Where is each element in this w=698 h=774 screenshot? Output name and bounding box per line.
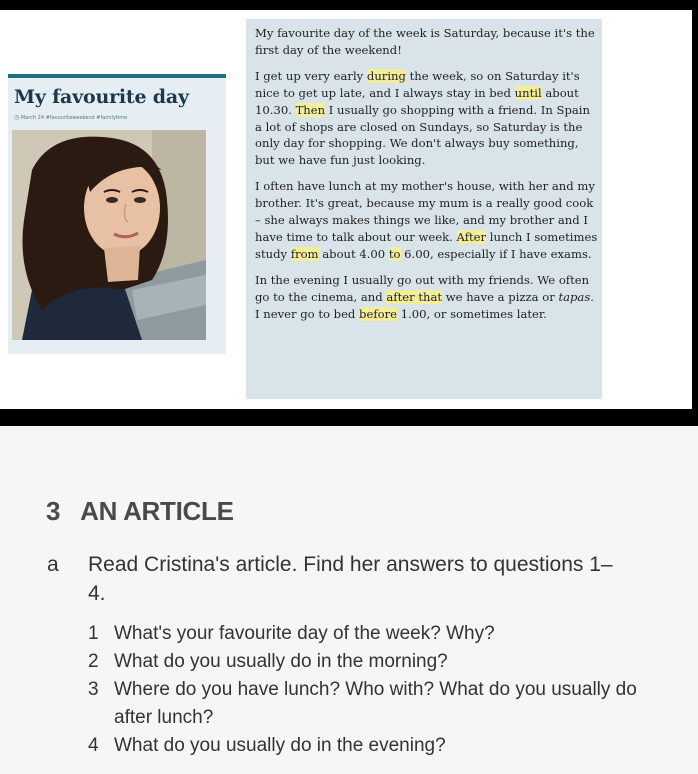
question-item <box>88 620 648 648</box>
question-text: What's your favourite day of the week? Why? <box>114 623 495 644</box>
author-photo <box>12 130 206 340</box>
blog-card <box>8 74 226 354</box>
question-text: What do you usually do in the evening? <box>114 735 446 756</box>
article-paragraph <box>255 68 599 169</box>
article-paragraph <box>255 272 599 323</box>
section-heading <box>46 496 234 527</box>
article-meta-text: March 24 #favouriteweekend #familytime <box>20 115 128 121</box>
question-number: 4 <box>88 735 99 756</box>
task-letter: a <box>47 553 59 576</box>
highlighted-word: before <box>359 306 398 321</box>
section-number: 3 <box>46 496 61 526</box>
accent-bar <box>8 74 226 78</box>
exercise-panel <box>0 426 698 774</box>
question-number: 1 <box>88 623 99 644</box>
question-item <box>88 648 648 676</box>
question-text: What do you usually do in the morning? <box>114 651 448 672</box>
question-item <box>88 732 648 760</box>
question-number: 2 <box>88 651 99 672</box>
clock-icon: ◷ <box>14 114 20 121</box>
text-run: . I never go to bed <box>255 289 594 321</box>
textbook-page <box>0 10 692 409</box>
question-text: Where do you have lunch? Who with? What do you usually do after lunch? <box>114 679 637 728</box>
highlighted-word: after that <box>386 289 443 304</box>
highlighted-word: until <box>514 85 542 100</box>
highlighted-word: from <box>290 246 319 261</box>
text-run: I often have lunch at my mother's house, with her and my brother. It's great, because my mum is a really good cook – she always makes things we like, and my brother and I have time to talk about our week. <box>255 179 595 244</box>
text-run: I usually go shopping with a friend. In Spain a lot of shops are closed on Sundays, so Saturday is the only day for shopping. We don't always buy something, but we have fun just looking. <box>255 102 590 168</box>
article-title: My favourite day <box>14 86 189 108</box>
article-paragraph <box>255 178 599 263</box>
text-run: about 10.30. <box>255 85 579 117</box>
article-body <box>246 19 602 399</box>
text-run: 1.00, or sometimes later. <box>397 306 547 321</box>
article-meta <box>14 114 127 121</box>
question-list <box>88 620 648 760</box>
text-run: 6.00, especially if I have exams. <box>400 246 592 261</box>
text-run: lunch I sometimes study <box>255 229 598 261</box>
highlighted-word: After <box>456 229 487 244</box>
woman-portrait-image <box>12 130 206 340</box>
text-run: tapas <box>558 289 591 304</box>
divider <box>0 409 698 423</box>
text-run: the week, so on Saturday it's nice to get up late, and I always stay in bed <box>255 68 580 100</box>
text-run: In the evening I usually go out with my friends. We often go to the cinema, and <box>255 272 590 304</box>
question-item <box>88 676 648 732</box>
task-instruction-text: Read Cristina's article. Find her answers to questions 1–4. <box>88 553 613 605</box>
article-paragraph <box>255 25 599 59</box>
highlighted-word: Then <box>295 102 326 117</box>
question-number: 3 <box>88 679 99 700</box>
text-run: about 4.00 <box>318 246 389 261</box>
highlighted-word: during <box>366 68 406 83</box>
text-run: My favourite day of the week is Saturday, because it's the first day of the weekend! <box>255 26 595 57</box>
text-run: we have a pizza or <box>442 289 559 304</box>
section-title: AN ARTICLE <box>80 496 234 526</box>
highlighted-word: to <box>388 246 401 261</box>
text-run: I get up very early <box>255 68 367 83</box>
article-text <box>255 25 599 332</box>
